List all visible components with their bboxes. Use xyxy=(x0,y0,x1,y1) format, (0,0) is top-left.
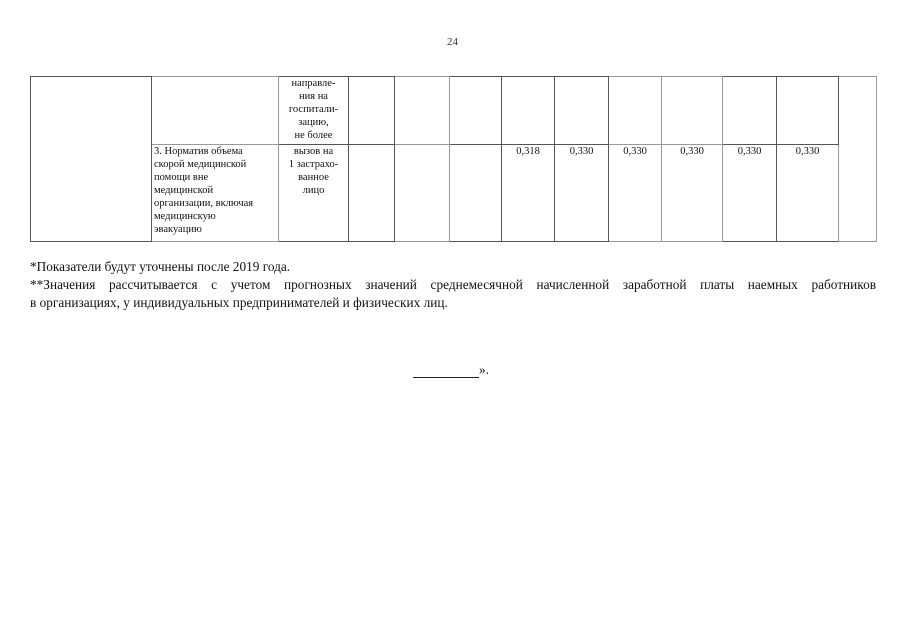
table-row xyxy=(31,77,877,145)
footnotes xyxy=(30,258,876,312)
value-cell: 0,330 xyxy=(662,145,723,242)
value-cell xyxy=(395,145,450,242)
closing-mark xyxy=(413,362,489,378)
notes-cell xyxy=(839,77,877,242)
value-cell xyxy=(555,77,609,145)
section-cell xyxy=(31,77,152,242)
value-cell: 0,330 xyxy=(609,145,662,242)
footnote-2-line-1: **Значения рассчитывается с учетом прогнозных значений среднемесячной начисленной заработной платы наемных работников xyxy=(30,277,876,292)
unit-cell: направле- ния на госпитали- зацию, не более xyxy=(279,77,349,145)
unit-cell: вызов на 1 застрахо- ванное лицо xyxy=(279,145,349,242)
value-cell xyxy=(349,145,395,242)
value-cell xyxy=(777,77,839,145)
indicator-cell: 3. Норматив объема скорой медицинской помощи вне медицинской организации, включая медицинскую эвакуацию xyxy=(152,145,279,242)
value-cell: 0,330 xyxy=(555,145,609,242)
value-cell xyxy=(662,77,723,145)
indicators-table xyxy=(30,76,877,242)
value-cell xyxy=(723,77,777,145)
indicator-cell-empty xyxy=(152,77,279,145)
page-number: 24 xyxy=(447,36,458,48)
table-row xyxy=(31,145,877,242)
value-cell: 0,330 xyxy=(723,145,777,242)
value-cell xyxy=(349,77,395,145)
value-cell: 0,330 xyxy=(777,145,839,242)
signature-line xyxy=(413,365,479,378)
value-cell xyxy=(609,77,662,145)
value-cell xyxy=(450,145,502,242)
value-cell: 0,318 xyxy=(502,145,555,242)
footnote-1: *Показатели будут уточнены после 2019 года. xyxy=(30,259,291,274)
footnote-2-line-2: в организациях, у индивидуальных предпринимателей и физических лиц. xyxy=(30,295,448,310)
value-cell xyxy=(450,77,502,145)
value-cell xyxy=(395,77,450,145)
closing-quote: ». xyxy=(479,362,489,377)
value-cell xyxy=(502,77,555,145)
